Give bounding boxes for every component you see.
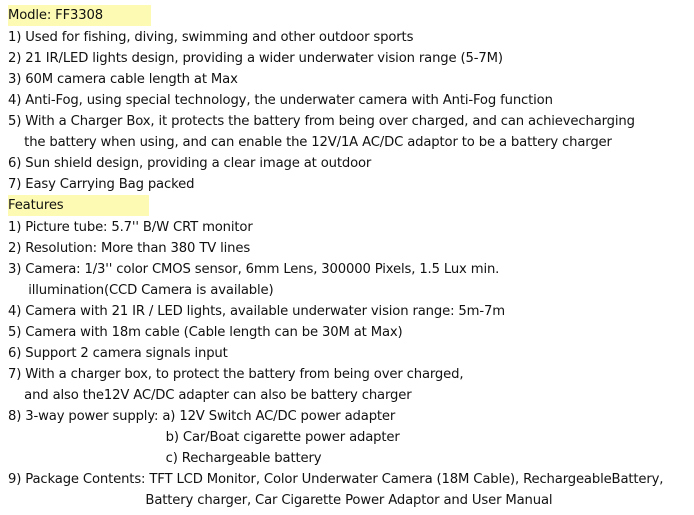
feature-point-continuation: and also the12V AC/DC adapter can also be battery charger [8, 388, 412, 403]
feature-point: 8) 3-way power supply: a) 12V Switch AC/DC power adapter [8, 409, 396, 424]
model-point: 6) Sun shield design, providing a clear image at outdoor [8, 156, 372, 171]
model-point: 5) With a Charger Box, it protects the battery from being over charged, and can achievecharging [8, 114, 635, 129]
feature-point: 9) Package Contents: TFT LCD Monitor, Color Underwater Camera (18M Cable), RechargeableBattery, [8, 472, 664, 487]
model-point: 3) 60M camera cable length at Max [8, 72, 238, 87]
model-point: 1) Used for fishing, diving, swimming and other outdoor sports [8, 30, 414, 45]
feature-point: 4) Camera with 21 IR / LED lights, available underwater vision range: 5m-7m [8, 304, 505, 319]
features-heading: Features [8, 195, 149, 216]
feature-point-continuation: c) Rechargeable battery [8, 451, 322, 466]
model-point: 2) 21 IR/LED lights design, providing a wider underwater vision range (5-7M) [8, 51, 503, 66]
model-point: 4) Anti-Fog, using special technology, the underwater camera with Anti-Fog function [8, 93, 553, 108]
feature-point: 2) Resolution: More than 380 TV lines [8, 241, 251, 256]
feature-point: 3) Camera: 1/3'' color CMOS sensor, 6mm Lens, 300000 Pixels, 1.5 Lux min. [8, 262, 500, 277]
feature-point: 5) Camera with 18m cable (Cable length can be 30M at Max) [8, 325, 403, 340]
feature-point: 7) With a charger box, to protect the battery from being over charged, [8, 367, 464, 382]
model-heading-line [8, 5, 151, 26]
feature-point-continuation: illumination(CCD Camera is available) [8, 283, 274, 298]
model-point-continuation: the battery when using, and can enable the 12V/1A AC/DC adaptor to be a battery charger [8, 135, 612, 150]
feature-point: 1) Picture tube: 5.7'' B/W CRT monitor [8, 220, 253, 235]
features-heading-line [8, 195, 149, 216]
model-heading: Modle: FF3308 [8, 5, 151, 26]
feature-point: 6) Support 2 camera signals input [8, 346, 228, 361]
feature-point-continuation: b) Car/Boat cigarette power adapter [8, 430, 400, 445]
feature-point-continuation: Battery charger, Car Cigarette Power Adaptor and User Manual [8, 493, 553, 508]
model-point: 7) Easy Carrying Bag packed [8, 177, 195, 192]
